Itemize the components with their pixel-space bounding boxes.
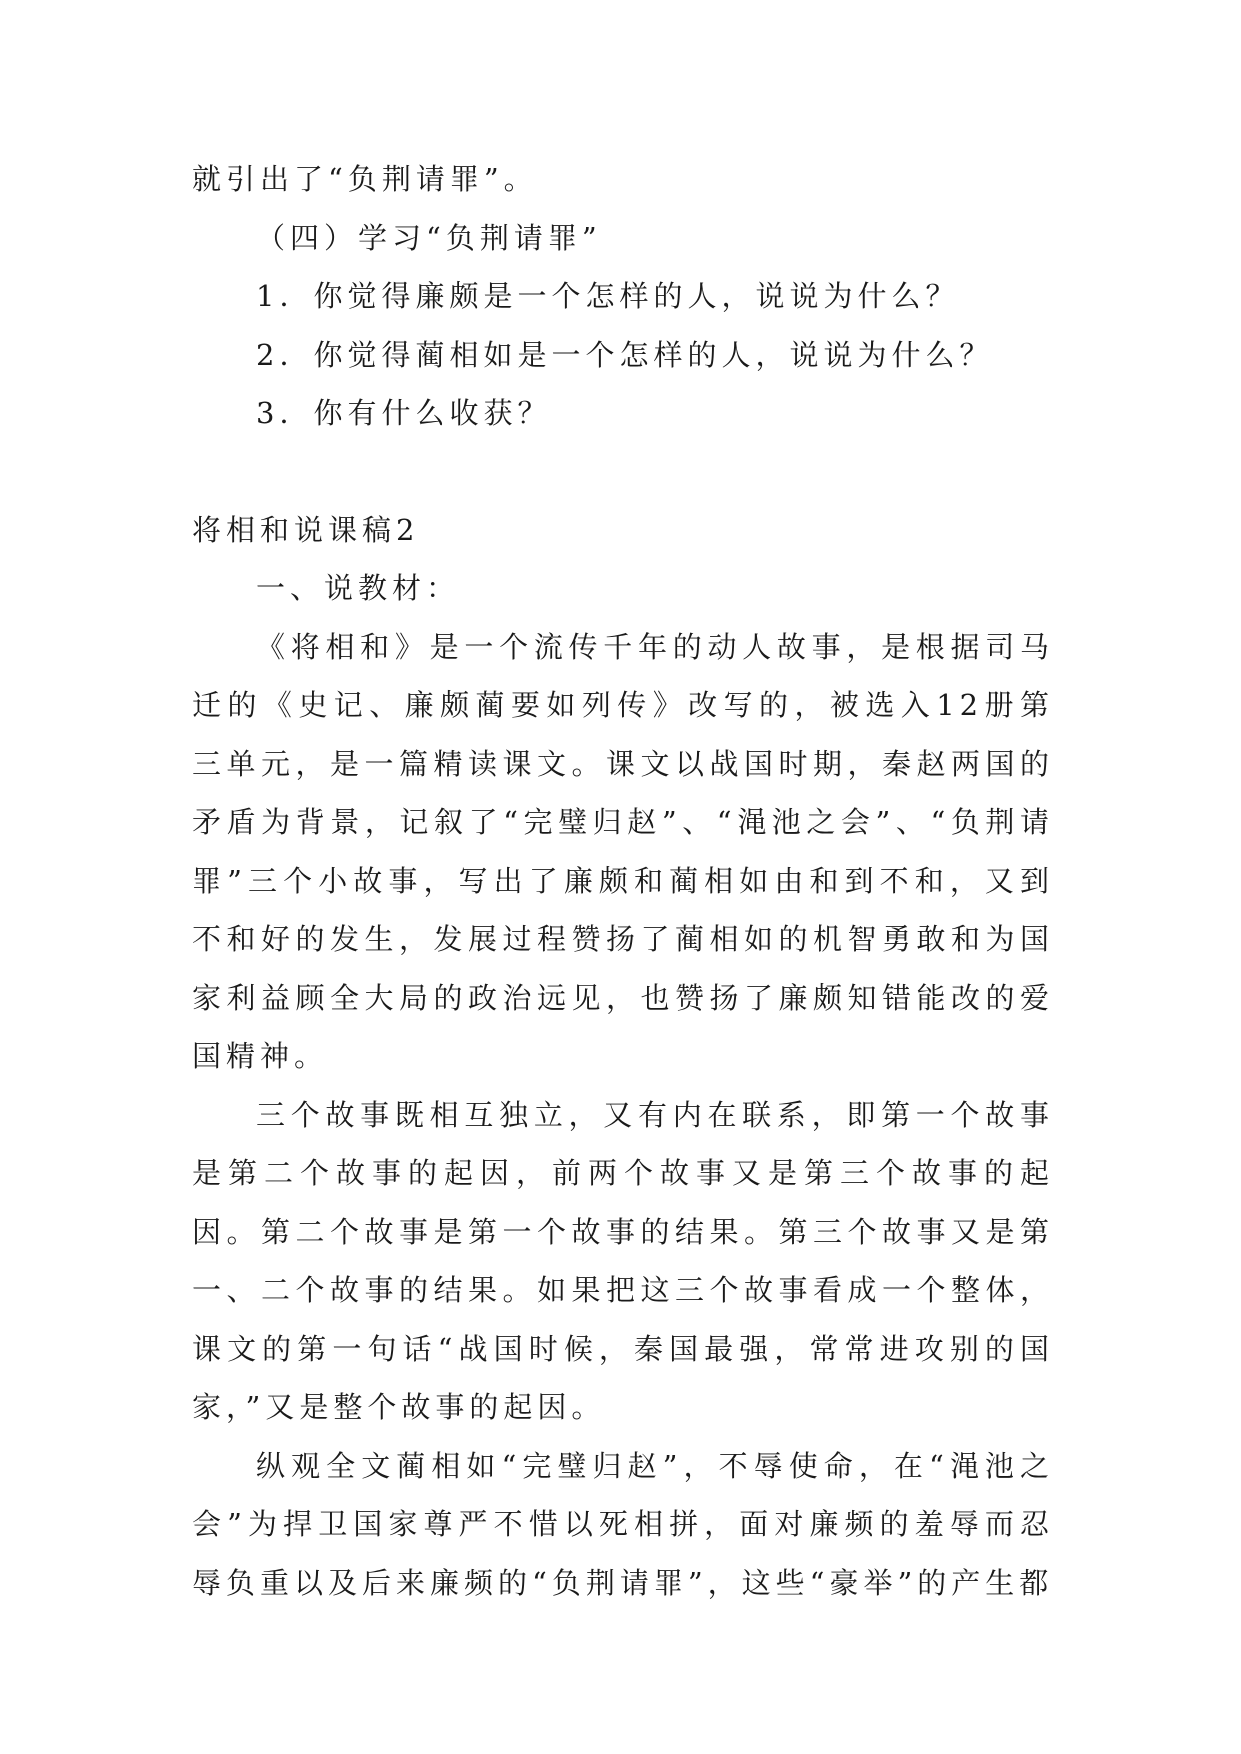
paragraph: 纵观全文蔺相如“完璧归赵”，不辱使命，在“渑池之会”为捍卫国家尊严不惜以死相拼，面对廉频的羞辱而忍辱负重以及后来廉频的“负荆请罪”，这些“豪举”的产生都	[192, 1448, 1054, 1600]
spacer	[192, 443, 1054, 501]
subsection-heading: （四）学习“负荆请罪”	[256, 220, 602, 255]
question-1: 1．你觉得廉颇是一个怎样的人，说说为什么？	[256, 279, 960, 313]
section-heading: 一、说教材：	[256, 571, 461, 605]
paragraph: 三个故事既相互独立，又有内在联系，即第一个故事是第二个故事的起因，前两个故事又是第三个故事的起因。第二个故事是第一个故事的结果。第三个故事又是第一、二个故事的结果。如果把这三个故事看成一个整体，课文的第一句话“战国时候，秦国最强，常常进攻别的国家，”又是整个故事的起因。	[192, 1097, 1054, 1424]
section-title: 将相和说课稿2	[192, 512, 420, 547]
text-line: 就引出了“负荆请罪”。	[192, 162, 538, 196]
document-page	[192, 150, 1054, 1612]
question-3: 3．你有什么收获？	[256, 396, 552, 430]
paragraph: 《将相和》是一个流传千年的动人故事，是根据司马迁的《史记、廉颇蔺要如列传》改写的，被选入12册第三单元，是一篇精读课文。课文以战国时期，秦赵两国的矛盾为背景，记叙了“完璧归赵”、“渑池之会”、“负荆请罪”三个小故事，写出了廉颇和蔺相如由和到不和，又到不和好的发生，发展过程赞扬了蔺相如的机智勇敢和为国家利益顾全大局的政治远见，也赞扬了廉颇知错能改的爱国精神。	[192, 629, 1054, 1073]
question-2: 2．你觉得蔺相如是一个怎样的人，说说为什么？	[256, 337, 994, 372]
